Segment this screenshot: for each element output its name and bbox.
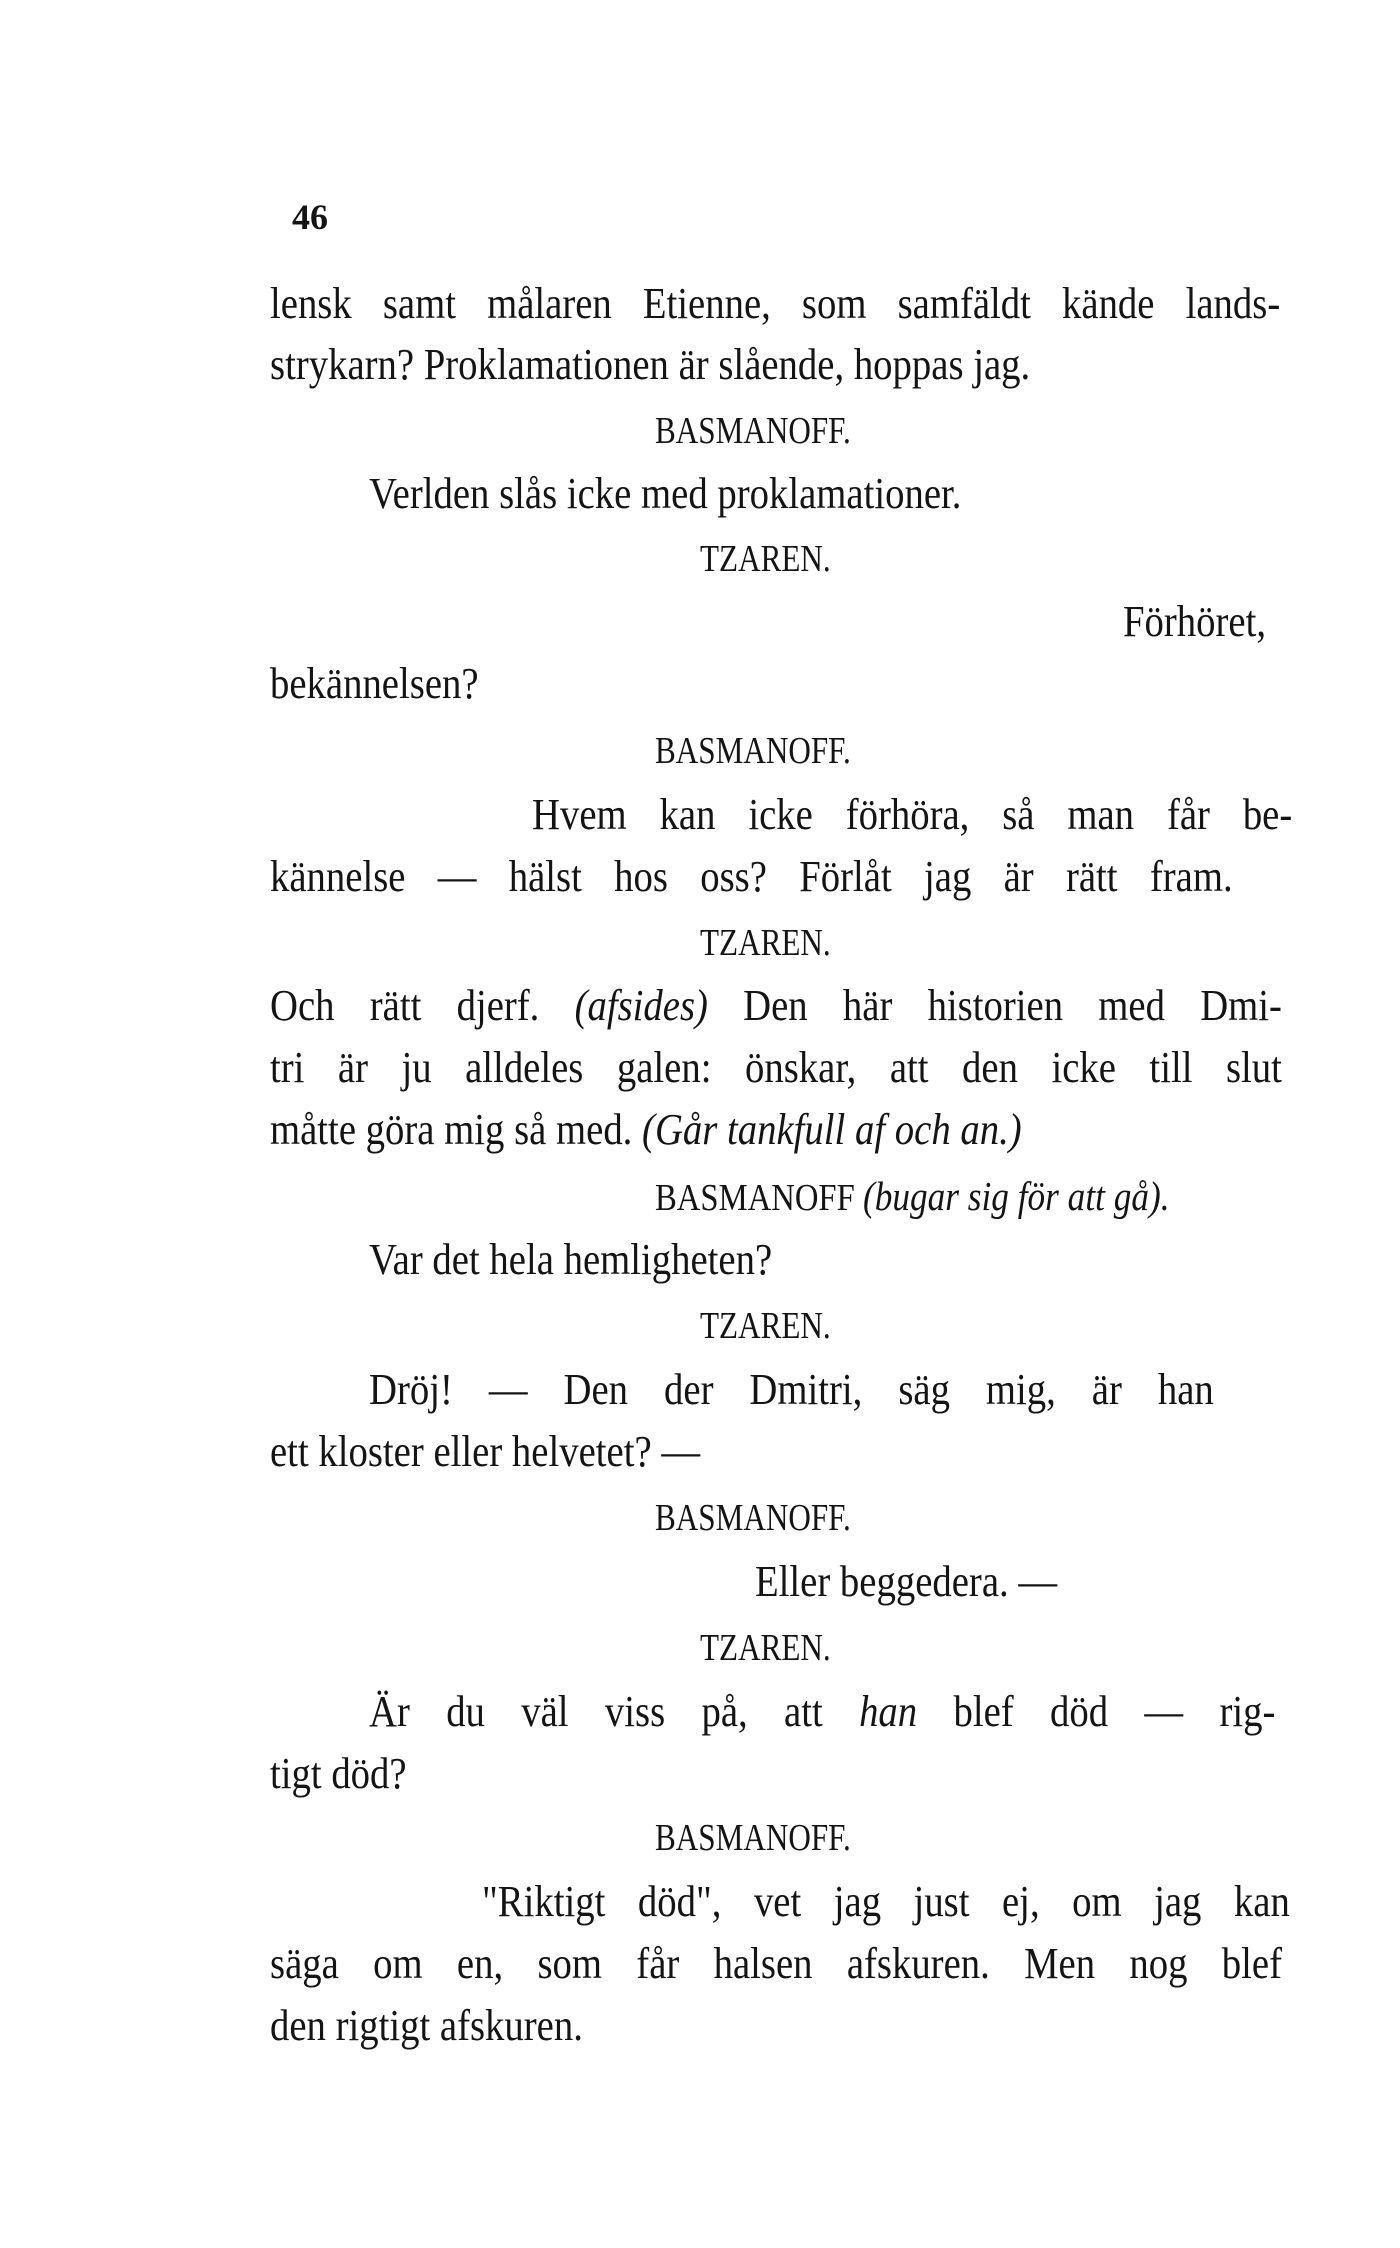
word: är: [1091, 1365, 1122, 1414]
word: vet: [753, 1877, 802, 1926]
text-line: tigt död?: [270, 1749, 407, 1798]
word: får: [636, 1939, 680, 1988]
text-line: den rigtigt afskuren.: [270, 2001, 583, 2050]
speaker-line: [655, 1165, 1170, 1230]
word: hälst: [508, 852, 582, 901]
word: den: [962, 1043, 1018, 1092]
word: icke: [748, 790, 813, 839]
word: oss?: [700, 852, 767, 901]
text-line: bekännelsen?: [270, 659, 479, 708]
word: Hvem: [532, 790, 627, 839]
word: jag: [924, 852, 972, 901]
word: blef: [953, 1687, 1014, 1736]
word: jag: [1154, 1877, 1202, 1926]
stage-direction: (Går tankfull af och an.): [642, 1105, 1022, 1154]
text-line: [369, 1358, 1214, 1421]
word: Dröj!: [369, 1365, 453, 1414]
word: så: [1002, 790, 1035, 839]
word: —: [488, 1365, 528, 1414]
word: är: [337, 1043, 368, 1092]
word: samt: [382, 279, 456, 328]
word: alldeles: [465, 1043, 584, 1092]
word: samfäldt: [897, 279, 1031, 328]
text-line: [270, 1932, 1282, 1995]
word: om: [1072, 1877, 1122, 1926]
word: lensk: [270, 279, 352, 328]
page-number: 46: [292, 197, 328, 237]
text-line: [270, 1098, 1159, 1161]
word: död",: [637, 1877, 722, 1926]
word: der: [664, 1365, 714, 1414]
word: Den: [743, 981, 808, 1030]
word: —: [1144, 1687, 1184, 1736]
word: kännelse: [270, 852, 406, 901]
word: tri: [270, 1043, 305, 1092]
text-line: [270, 974, 1282, 1037]
text-line: [369, 1680, 1275, 1743]
speaker-name: TZAREN.: [700, 1627, 831, 1669]
stage-direction: (bugar sig för att gå).: [862, 1173, 1170, 1219]
word: på,: [701, 1687, 748, 1736]
word: lands-: [1185, 279, 1281, 328]
word: historien: [927, 981, 1064, 1030]
word: Den: [563, 1365, 629, 1414]
word: nog: [1129, 1939, 1188, 1988]
text-line: [270, 845, 1233, 908]
speaker-name: BASMANOFF: [655, 1177, 855, 1219]
word: säga: [270, 1939, 339, 1988]
word: här: [842, 981, 893, 1030]
text-line: [532, 783, 1292, 846]
text-line: [270, 272, 1280, 335]
word: kan: [659, 790, 716, 839]
word: just: [913, 1877, 970, 1926]
word: kände: [1062, 279, 1155, 328]
word: kan: [1233, 1877, 1290, 1926]
word: fram.: [1149, 852, 1233, 901]
text-line: Var det hela hemligheten?: [369, 1235, 773, 1284]
word: han: [1157, 1365, 1214, 1414]
word: rätt: [1065, 852, 1118, 901]
word: Förlåt: [799, 852, 892, 901]
speaker-name: BASMANOFF.: [655, 410, 851, 452]
speaker-name: BASMANOFF.: [655, 730, 851, 772]
word: Men: [1024, 1939, 1096, 1988]
word: Och: [270, 981, 335, 1030]
word: död: [1049, 1687, 1109, 1736]
word: "Riktigt: [482, 1877, 606, 1926]
word: rätt: [369, 981, 422, 1030]
word: du: [446, 1687, 485, 1736]
word: halsen: [713, 1939, 813, 1988]
word: be-: [1242, 790, 1293, 839]
word: slut: [1225, 1043, 1282, 1092]
word: galen:: [616, 1043, 712, 1092]
word: som: [801, 279, 867, 328]
word: djerf.: [456, 981, 540, 1030]
speaker-name: BASMANOFF.: [655, 1817, 851, 1859]
word: en,: [456, 1939, 504, 1988]
text-line: [270, 1036, 1282, 1099]
word: är: [1003, 852, 1034, 901]
text-line: ett kloster eller helvetet? —: [270, 1427, 701, 1476]
word: målaren: [487, 279, 612, 328]
word: att: [889, 1043, 929, 1092]
word: om: [373, 1939, 423, 1988]
word: icke: [1051, 1043, 1116, 1092]
word: önskar,: [744, 1043, 857, 1092]
stage-direction: (afsides): [574, 981, 708, 1030]
word: blef: [1221, 1939, 1282, 1988]
speaker-name: TZAREN.: [700, 1305, 831, 1347]
word: till: [1149, 1043, 1193, 1092]
text-line: Förhöret,: [1123, 597, 1267, 646]
speaker-name: TZAREN.: [700, 538, 831, 580]
word: viss: [604, 1687, 666, 1736]
word: som: [537, 1939, 602, 1988]
word: säg: [898, 1365, 950, 1414]
word: med: [1098, 981, 1165, 1030]
word: mig,: [985, 1365, 1056, 1414]
word: jag: [833, 1877, 882, 1926]
speaker-name: BASMANOFF.: [655, 1497, 851, 1539]
text-line: Eller beggedera. —: [755, 1557, 1058, 1606]
word: ju: [401, 1043, 432, 1092]
text-words: måtte göra mig så med.: [270, 1105, 633, 1154]
word: förhöra,: [845, 790, 970, 839]
speaker-name: TZAREN.: [700, 922, 831, 964]
word: Dmitri,: [749, 1365, 863, 1414]
word: Etienne,: [642, 279, 771, 328]
text-line: Verlden slås icke med proklamationer.: [369, 469, 962, 518]
word: Dmi-: [1200, 981, 1282, 1030]
emphasis: han: [859, 1687, 918, 1736]
text-line: strykarn? Proklamationen är slående, hoppas jag.: [270, 340, 1031, 389]
word: —: [437, 852, 477, 901]
word: ej,: [1001, 1877, 1040, 1926]
word: väl: [521, 1687, 569, 1736]
word: hos: [614, 852, 668, 901]
word: att: [784, 1687, 823, 1736]
text-line: [482, 1870, 1290, 1933]
word: man: [1067, 790, 1135, 839]
word: afskuren.: [846, 1939, 990, 1988]
word: får: [1166, 790, 1210, 839]
word: Är: [369, 1687, 410, 1736]
word: rig-: [1219, 1687, 1276, 1736]
